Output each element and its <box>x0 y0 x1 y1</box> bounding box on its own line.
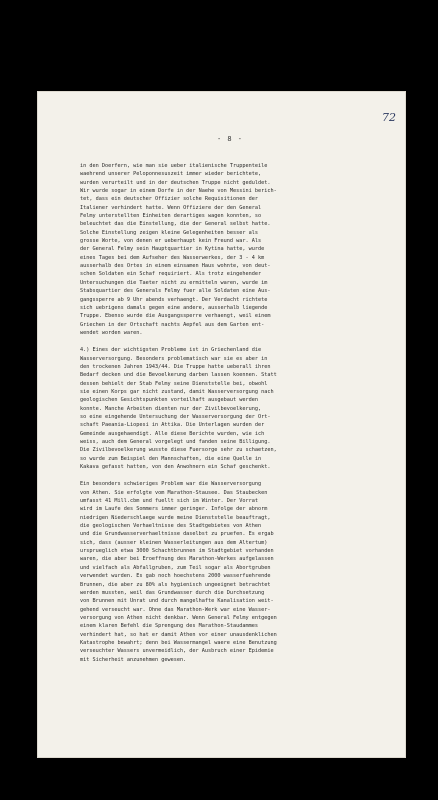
document-body <box>80 162 393 673</box>
text-line: Felmy unterstellten Einheiten derartiges wagen konnten, so <box>80 213 262 220</box>
text-line: so wurde zum Beispiel den Mannschaften, die eine Quelle in <box>80 455 262 462</box>
text-line: wird im Laufe des Sommers immer geringer. Infolge der abnorm <box>80 506 268 513</box>
text-line: werden mussten, weil das Grundwasser durch die Durchsetzung <box>80 589 265 596</box>
text-line: Brunnen, die aber zu 80% als hygienisch ungeeignet betrachtet <box>80 581 271 588</box>
text-line: sie einen Korps gar nicht zustand, damit Wasserversorgung nach <box>80 388 274 395</box>
text-line: die geologischen Verhaeltnisse des Stadtgebietes von Athen <box>80 523 262 530</box>
text-line: weiss, auch dem General vorgelegt und fanden seine Billigung. <box>80 439 271 445</box>
text-line: grosse Worte, von denen er ueberhaupt kein Freund war. Als <box>80 238 262 245</box>
text-line: wurden verurteilt und in der deutschen Truppe nicht geduldet. <box>80 179 271 186</box>
text-line: verhindert hat, so hat er damit Athen vor einer unausdenklichen <box>80 631 277 638</box>
text-line: beleuchtet das die Einstellung, die der General selbst hatte. <box>80 221 271 228</box>
text-line: Italiener verhindert hatte. Wenn Offiziere der den General <box>80 204 262 211</box>
text-line: ausserhalb des Ortes in einem einsamen Haus wohnte, von deut- <box>80 263 271 270</box>
text-line: verseuchter Wassers unvermeidlich, der Ausbruch einer Epidemie <box>80 648 274 655</box>
text-line: dessen behielt der Stab Felmy seine Dienststelle bei, obwohl <box>80 380 268 387</box>
text-line: waren, die aber bei Eroeffnung des Marathon-Werkes aufgelassen <box>80 556 274 563</box>
text-line: Gemeinde ausgehaendigt. Alle diese Berichte wurden, wie ich <box>80 430 265 437</box>
text-line: umfasst 41 Mill.cbm und fuellt sich im Winter. Der Vorrat <box>80 498 259 505</box>
text-line: Solche Einstellung zeigen kleine Gelegenheiten besser als <box>80 229 259 236</box>
text-line: Bedarf decken und die Bevoelkerung darben lassen koennen. Statt <box>80 372 277 379</box>
text-line: Wir wurde sogar in einem Dorfe in der Naehe von Messini berich- <box>80 188 277 195</box>
page-number: - 8 - <box>216 135 244 143</box>
text-line: konnte. Manche Arbeiten dienten nur der Zivilbevoelkerung, <box>80 405 262 412</box>
text-line: Truppe. Ebenso wurde die Ausgangssperre verhaengt, weil einem <box>80 313 271 320</box>
text-line: ursprueglich etwa 3000 Schachtbrunnen im Stadtgebiet vorhanden <box>80 548 274 555</box>
text-line: niedrigen Niederschlaege wurde meine Dienststelle beauftragt, <box>80 514 271 521</box>
text-line: Stabsquartier des Generals Felmy fuer alle Soldaten eine Aus- <box>80 288 271 295</box>
text-line: Ein besonders schwieriges Problem war die Wasserversorgung <box>80 481 262 488</box>
text-line: Die Zivilbevoelkerung wusste diese Fuersorge sehr zu schaetzen, <box>80 447 277 454</box>
text-line: sich, dass (ausser kleinen Wasserleitungen aus dem Altertum) <box>80 539 268 546</box>
text-line: verwendet wurden. Es gab noch hoechstens 2000 wasserfuehrende <box>80 573 271 580</box>
text-line: waehrend unserer Peloponnesuszeit immer wieder berichtete, <box>80 171 262 178</box>
text-line: gangssperre ab 9 Uhr abends verhaengt. Der Verdacht richtete <box>80 296 268 303</box>
paragraph <box>80 162 393 337</box>
text-line: wendet worden waren. <box>80 329 143 336</box>
text-line: von Athen. Sie erfolgte vom Marathon-Stausee. Das Staubecken <box>80 489 268 496</box>
text-line: schen Soldaten ein Schaf requiriert. Als trotz eingehender <box>80 271 262 278</box>
text-line: Griechen in der Ortschaft nachts Aepfel aus dem Garten ent- <box>80 321 265 328</box>
text-line: der General Felmy sein Hauptquartier in Kytina hatte, wurde <box>80 246 265 253</box>
text-line: schaft Paeania-Liopesi in Attika. Die Unterlagen wurden der <box>80 422 265 429</box>
text-line: eines Tages bei dem Aufseher des Wasserwerkes, der 3 - 4 km <box>80 254 265 261</box>
text-line: einem klaren Befehl die Sprengung des Marathon-Staudammes <box>80 623 259 630</box>
text-line: und vielfach als Abfallgruben, zum Teil sogar als Abortgruben <box>80 564 271 571</box>
text-line: versorgung von Athen nicht denkbar. Wenn General Felmy entgegen <box>80 614 277 621</box>
text-line: Untersuchungen die Taeter nicht zu ermitteln waren, wurde im <box>80 279 268 286</box>
archive-page-number: 72 <box>382 111 396 124</box>
text-line: sich uebrigens damals gegen eine andere, ausserhalb liegende <box>80 304 268 311</box>
text-line: gehend verseucht war. Ohne das Marathon-Werk war eine Wasser- <box>80 606 271 613</box>
text-line: und die Grundwasserverhaeltnisse daselbst zu pruefen. Es ergab <box>80 531 274 538</box>
text-line: in den Doerfern, wie man sie ueber italienische Truppenteile <box>80 163 268 169</box>
text-line: von Brunnen mit Unrat und durch mangelhafte Kanalisation weit- <box>80 598 274 605</box>
document-page <box>37 91 406 758</box>
text-line: geologischen Gesichtspunkten vorteilhaft ausgebaut werden <box>80 397 259 404</box>
text-line: tet, dass ein deutscher Offizier solche Requisitionen der <box>80 196 259 203</box>
text-line: 4.) Eines der wichtigsten Probleme ist in Griechenland die <box>80 347 262 354</box>
text-line: Katastrophe bewahrt; denn bei Wassermangel waere eine Benutzung <box>80 639 277 646</box>
text-line: Wasserversorgung. Besonders problematisch war sie es aber in <box>80 355 268 362</box>
text-line: mit Sicherheit anzunehmen gewesen. <box>80 656 187 663</box>
text-line: so eine eingehende Untersuchung der Wasserversorgung der Ort- <box>80 413 271 420</box>
paragraph <box>80 480 393 664</box>
paragraph <box>80 346 393 471</box>
text-line: den trockenen Jahren 1943/44. Die Truppe hatte ueberall ihren <box>80 363 271 370</box>
text-line: Kakava gefasst hatten, von den Anwohnern ein Schaf geschenkt. <box>80 464 271 471</box>
